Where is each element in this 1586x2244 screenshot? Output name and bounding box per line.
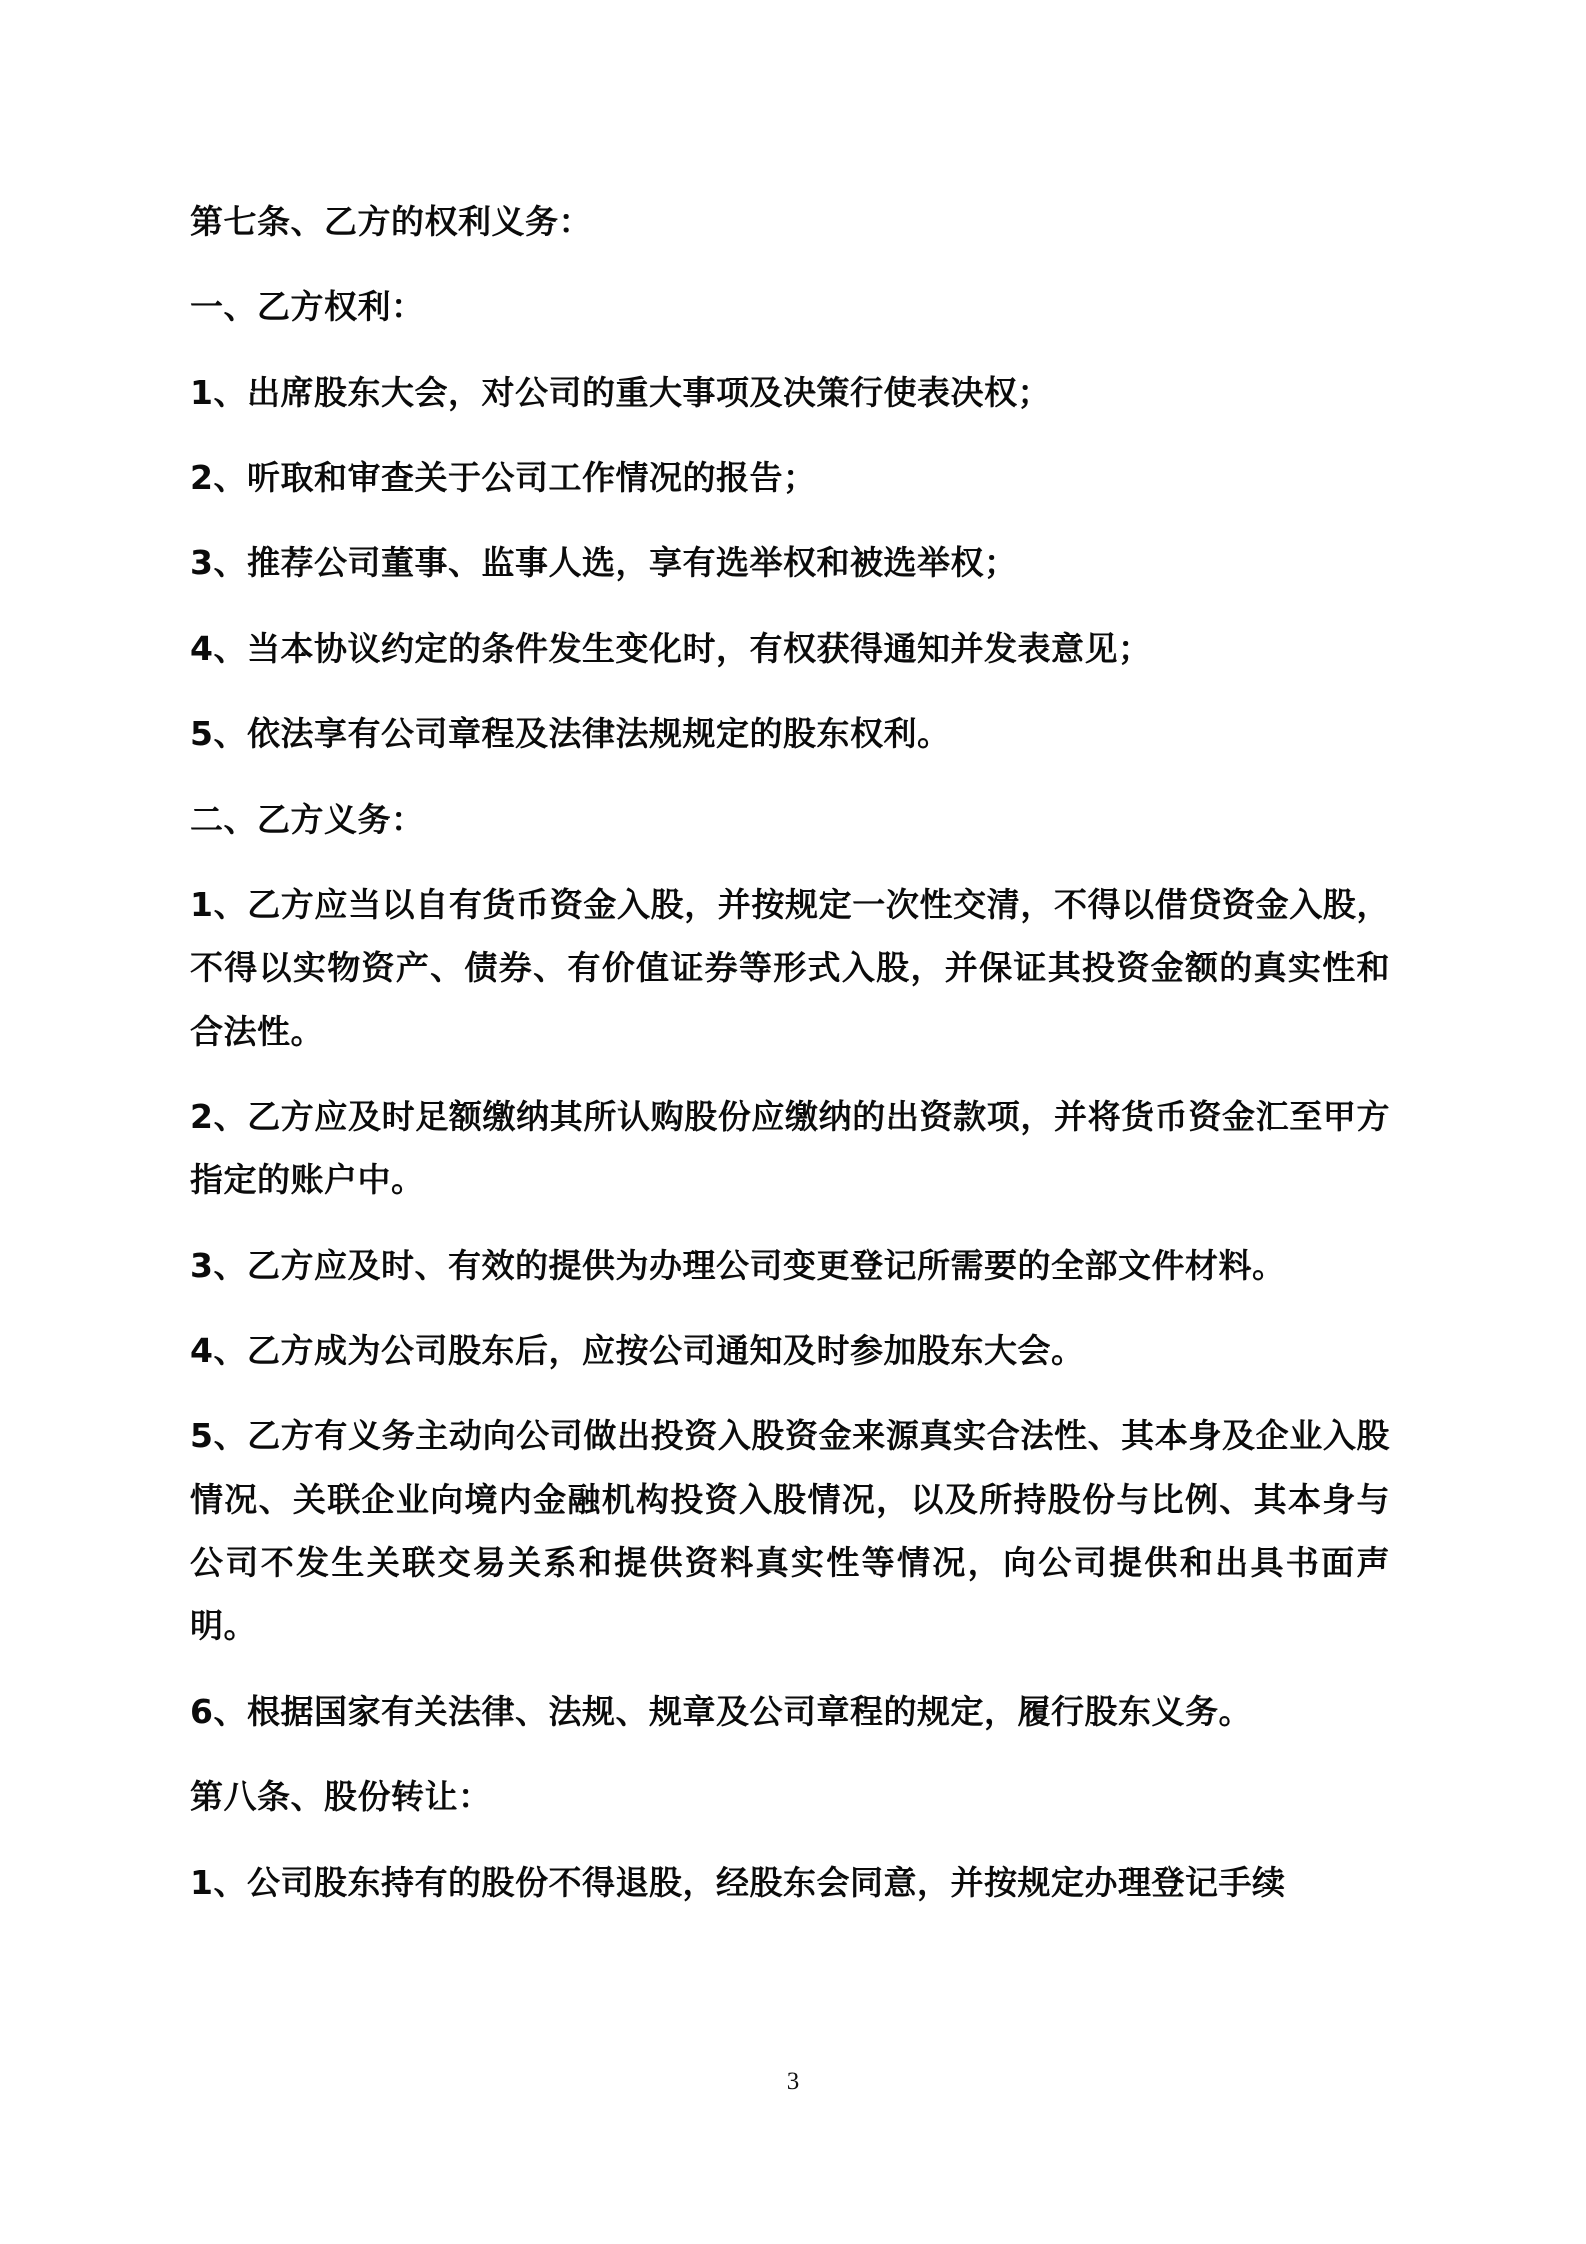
paragraph-rights-heading: 一、乙方权利： (190, 287, 425, 327)
paragraph-transfer-1: 1、公司股东持有的股份不得退股，经股东会同意，并按规定办理登记手续 (190, 1862, 1286, 1902)
paragraph-duty-5: 5、乙方有义务主动向公司做出投资入股资金来源真实合法性、其本身及企业入股情况、关联企业向境内金融机构投资入股情况，以及所持股份与比例、其本身与公司不发生关联交易关系和提供资料真实性等情况，向公司提供和出具书面声明。 (190, 1416, 1390, 1646)
paragraph-section-8-title: 第八条、股份转让： (190, 1777, 492, 1817)
paragraph-duty-4: 4、乙方成为公司股东后，应按公司通知及时参加股东大会。 (190, 1331, 1085, 1371)
paragraph-right-3: 3、推荐公司董事、监事人选，享有选举权和被选举权； (190, 543, 1018, 583)
page-number: 3 (786, 2068, 800, 2095)
paragraph-section-7-title: 第七条、乙方的权利义务： (190, 202, 592, 241)
paragraph-duty-3: 3、乙方应及时、有效的提供为办理公司变更登记所需要的全部文件材料。 (190, 1245, 1286, 1285)
document-body (190, 190, 1390, 1934)
paragraph-right-5: 5、依法享有公司章程及法律法规规定的股东权利。 (190, 714, 951, 754)
paragraph-right-1: 1、出席股东大会，对公司的重大事项及决策行使表决权； (190, 372, 1051, 412)
paragraph-duty-2: 2、乙方应及时足额缴纳其所认购股份应缴纳的出资款项，并将货币资金汇至甲方指定的账户中。 (190, 1096, 1390, 1200)
paragraph-right-2: 2、听取和审查关于公司工作情况的报告； (190, 458, 817, 498)
paragraph-duties-heading: 二、乙方义务： (190, 799, 425, 839)
paragraph-duty-1: 1、乙方应当以自有货币资金入股，并按规定一次性交清，不得以借贷资金入股，不得以实物资产、债券、有价值证券等形式入股，并保证其投资金额的真实性和合法性。 (190, 884, 1390, 1051)
paragraph-duty-6: 6、根据国家有关法律、法规、规章及公司章程的规定，履行股东义务。 (190, 1691, 1252, 1731)
paragraph-right-4: 4、当本协议约定的条件发生变化时，有权获得通知并发表意见； (190, 628, 1152, 668)
